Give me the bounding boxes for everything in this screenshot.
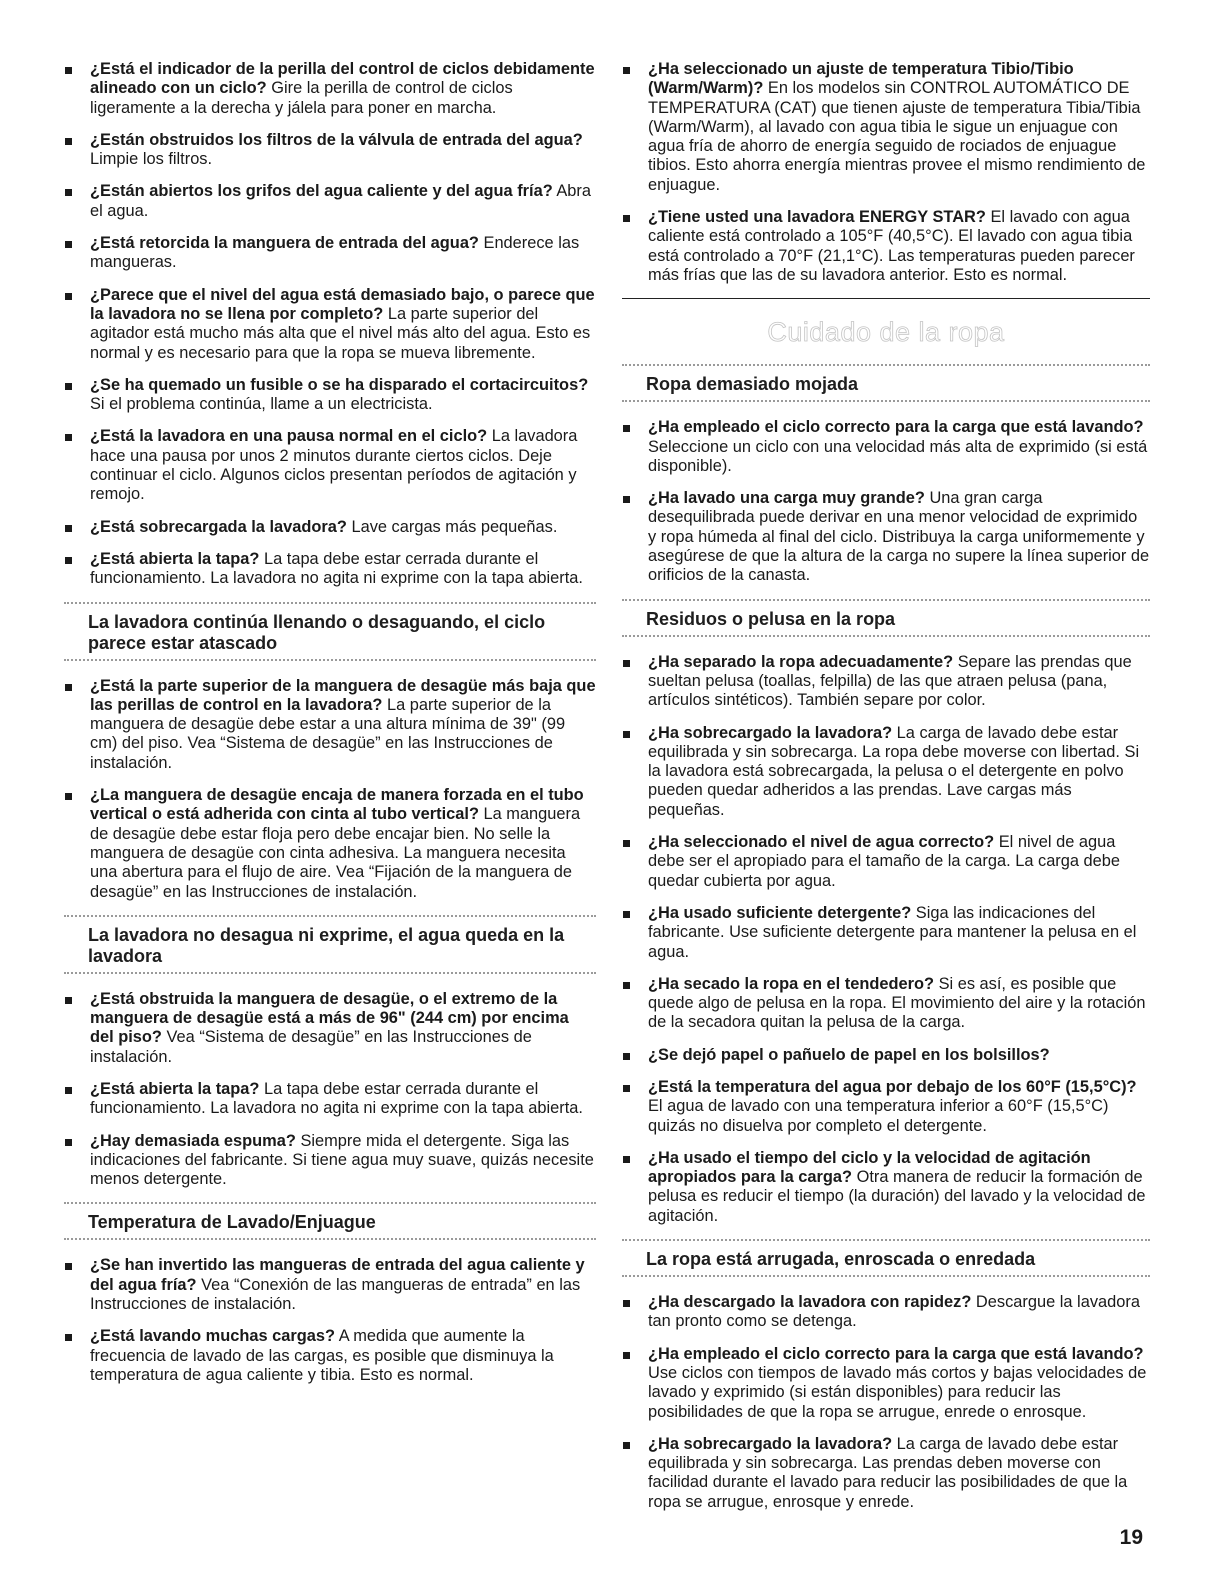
item-answer: Otra manera de reducir la formación de pelusa es reducir el tiempo (la duración) del lavado y la velocidad de agitación. bbox=[648, 1168, 1146, 1225]
item-question: ¿Ha descargado la lavadora con rapidez? bbox=[648, 1293, 972, 1312]
list-item bbox=[64, 677, 596, 773]
item-answer: El agua de lavado con una temperatura inferior a 60°F (15,5°C) quizás no disuelva por completo el detergente. bbox=[648, 1097, 1109, 1135]
list-item bbox=[64, 1080, 596, 1119]
bullet-list bbox=[64, 990, 596, 1190]
item-question: ¿Se dejó papel o pañuelo de papel en los bolsillos? bbox=[648, 1045, 1050, 1064]
right-column bbox=[622, 60, 1150, 1525]
item-question: ¿Ha sobrecargado la lavadora? bbox=[648, 723, 893, 742]
item-answer: Si es así, es posible que quede algo de pelusa en la ropa. El movimiento del aire y la rotación de la secadora quitan la pelusa de la carga. bbox=[648, 974, 1146, 1032]
item-question: ¿Está obstruida la manguera de desagüe, o el extremo de la manguera de desagüe está a más de 96" (244 cm) por encima del piso? bbox=[90, 989, 569, 1047]
list-item bbox=[622, 1345, 1150, 1422]
item-answer: La tapa debe estar cerrada durante el funcionamiento. La lavadora no agita ni exprime con la tapa abierta. bbox=[90, 1079, 583, 1118]
item-answer: La carga de lavado debe estar equilibrada y sin sobrecarga. Las prendas deben moverse con facilidad durante el lavado para reducir las posibilidades de que la ropa se arrugue, enrosque y enrede. bbox=[648, 1434, 1128, 1511]
list-item bbox=[64, 131, 596, 170]
item-question: ¿Están abiertos los grifos del agua caliente y del agua fría? bbox=[90, 182, 553, 201]
list-item bbox=[622, 60, 1150, 195]
care-title: Cuidado de la ropa bbox=[767, 317, 1005, 348]
item-answer: La carga de lavado debe estar equilibrada y sin sobrecarga. La ropa debe moverse con libertad. Si la lavadora está sobrecargada, la pelusa o el detergente en polvo pueden quedar adheridos a las prendas. Lave cargas más pequeñas. bbox=[648, 723, 1140, 819]
item-answer: Separe las prendas que sueltan pelusa (toallas, felpilla) de las que atraen pelusa (pana, artículos sintéticos). También separe por color. bbox=[648, 652, 1132, 710]
item-question: ¿Tiene usted una lavadora ENERGY STAR? bbox=[648, 208, 986, 227]
list-item bbox=[622, 1046, 1150, 1065]
list-item bbox=[64, 550, 596, 589]
item-question: ¿Parece que el nivel del agua está demasiado bajo, o parece que la lavadora no se llena por completo? bbox=[90, 285, 595, 323]
section-heading: Ropa demasiado mojada bbox=[646, 374, 859, 395]
section-heading: La ropa está arrugada, enroscada o enredada bbox=[646, 1249, 1036, 1270]
left-column bbox=[64, 60, 596, 1398]
item-answer: Vea “Sistema de desagüe” en las Instrucciones de instalación. bbox=[90, 1028, 532, 1066]
list-item bbox=[622, 975, 1150, 1033]
item-answer: Enderece las mangueras. bbox=[90, 234, 580, 272]
list-item bbox=[64, 234, 596, 273]
item-question: ¿Está sobrecargada la lavadora? bbox=[90, 517, 347, 536]
list-item bbox=[622, 653, 1150, 711]
list-item bbox=[64, 518, 596, 537]
item-question: ¿Hay demasiada espuma? bbox=[90, 1131, 296, 1150]
list-item bbox=[64, 1132, 596, 1190]
list-item bbox=[64, 990, 596, 1067]
item-question: ¿Está retorcida la manguera de entrada del agua? bbox=[90, 234, 479, 253]
bullet-list bbox=[64, 60, 596, 589]
item-answer: Seleccione un ciclo con una velocidad más alta de exprimido (si está disponible). bbox=[648, 437, 1148, 475]
item-answer: A medida que aumente la frecuencia de lavado de las cargas, es posible que disminuya la temperatura de agua caliente y tibia. Esto es normal. bbox=[90, 1327, 554, 1384]
bullet-list bbox=[622, 60, 1150, 285]
item-question: ¿Ha separado la ropa adecuadamente? bbox=[648, 652, 954, 671]
item-answer: La parte superior del agitador está mucho más alta que el nivel más alto del agua. Esto es normal y es necesario para que la ropa se mueva libremente. bbox=[90, 304, 591, 362]
dotted-divider bbox=[64, 1238, 596, 1240]
list-item bbox=[64, 60, 596, 118]
list-item bbox=[622, 904, 1150, 962]
list-item bbox=[622, 489, 1150, 585]
item-question: ¿Está abierta la tapa? bbox=[90, 1079, 260, 1098]
section-heading: Residuos o pelusa en la ropa bbox=[646, 608, 896, 629]
item-question: ¿Se han invertido las mangueras de entrada del agua caliente y del agua fría? bbox=[90, 1256, 585, 1294]
item-question: ¿Ha seleccionado el nivel de agua correcto? bbox=[648, 833, 995, 852]
item-answer: La manguera de desagüe debe estar floja pero debe encajar bien. No selle la manguera de desagüe con cinta adhesiva. La manguera necesita una abertura para el flujo de aire. Vea “Fijación de la manguera de desagüe” en las Instrucciones de instalación. bbox=[90, 805, 581, 901]
list-item bbox=[622, 208, 1150, 285]
item-question: ¿Ha empleado el ciclo correcto para la carga que está lavando? bbox=[648, 1344, 1144, 1363]
section-temperature bbox=[64, 1202, 596, 1240]
item-question: ¿Ha usado suficiente detergente? bbox=[648, 903, 912, 922]
list-item bbox=[622, 418, 1150, 476]
item-question: ¿Se ha quemado un fusible o se ha disparado el cortacircuitos? bbox=[90, 375, 589, 394]
bullet-list bbox=[622, 418, 1150, 585]
item-question: ¿Ha seleccionado un ajuste de temperatura Tibio/Tibio (Warm/Warm)? bbox=[648, 60, 1074, 98]
item-answer: En los modelos sin CONTROL AUTOMÁTICO DE TEMPERATURA (CAT) que tienen ajuste de temperatura Tibia/Tibia (Warm/Warm), al lavado con agua tibia le sigue un enjuague con agua fría de ahorro de energía seguido de rociados de enjuague tibios. Esto ahorra energía mientras provee el mismo rendimiento de enjuague. bbox=[648, 79, 1146, 194]
item-answer: La lavadora hace una pausa por unos 2 minutos durante ciertos ciclos. Deje continuar el ciclo. Algunos ciclos presentan períodos de agitación y remojo. bbox=[90, 427, 578, 504]
list-item bbox=[64, 1256, 596, 1314]
section-no-drain bbox=[64, 915, 596, 974]
item-answer: Vea “Conexión de las mangueras de entrada” en las Instrucciones de instalación. bbox=[90, 1275, 581, 1314]
section-heading: La lavadora no desagua ni exprime, el agua queda en la lavadora bbox=[88, 924, 565, 966]
item-answer: Siempre mida el detergente. Siga las indicaciones del fabricante. Si tiene agua muy suave, quizás necesite menos detergente. bbox=[90, 1131, 594, 1189]
section-wrinkled bbox=[622, 1239, 1150, 1277]
list-item bbox=[64, 376, 596, 415]
list-item bbox=[64, 286, 596, 363]
list-item bbox=[622, 724, 1150, 820]
item-answer: Siga las indicaciones del fabricante. Use suficiente detergente para mantener la pelusa en el agua. bbox=[648, 903, 1137, 961]
item-question: ¿Ha empleado el ciclo correcto para la carga que está lavando? bbox=[648, 418, 1144, 437]
list-item bbox=[622, 833, 1150, 891]
list-item bbox=[622, 1293, 1150, 1332]
item-question: ¿Ha lavado una carga muy grande? bbox=[648, 489, 925, 508]
list-item bbox=[622, 1149, 1150, 1226]
bullet-list bbox=[622, 1293, 1150, 1512]
bullet-list bbox=[64, 1256, 596, 1385]
item-question: ¿Está abierta la tapa? bbox=[90, 549, 260, 568]
dotted-divider bbox=[64, 972, 596, 974]
section-fills-or-drains bbox=[64, 602, 596, 661]
dotted-divider bbox=[622, 1275, 1150, 1277]
item-question: ¿La manguera de desagüe encaja de manera forzada en el tubo vertical o está adherida con cinta al tubo vertical? bbox=[90, 786, 584, 824]
item-question: ¿Está el indicador de la perilla del control de ciclos debidamente alineado con un ciclo? bbox=[90, 60, 595, 98]
item-answer: Gire la perilla de control de ciclos ligeramente a la derecha y jálela para poner en marcha. bbox=[90, 79, 513, 117]
item-question: ¿Ha secado la ropa en el tendedero? bbox=[648, 974, 935, 993]
item-answer: El nivel de agua debe ser el apropiado para el tamaño de la carga. La carga debe quedar cubierta por agua. bbox=[648, 833, 1121, 890]
item-answer: El lavado con agua caliente está controlado a 105°F (40,5°C). El lavado con agua tibia está controlado a 70°F (21,1°C). Las temperaturas pueden parecer más frías que las de su lavadora anterior. Esto es normal. bbox=[648, 208, 1135, 284]
section-lint bbox=[622, 599, 1150, 637]
item-question: ¿Está la lavadora en una pausa normal en el ciclo? bbox=[90, 427, 488, 446]
section-heading: Temperatura de Lavado/Enjuague bbox=[88, 1212, 376, 1233]
bullet-list bbox=[64, 677, 596, 902]
solid-divider bbox=[622, 298, 1150, 299]
item-question: ¿Ha usado el tiempo del ciclo y la velocidad de agitación apropiados para la carga? bbox=[648, 1148, 1091, 1187]
page-number: 19 bbox=[1119, 1526, 1143, 1549]
item-question: ¿Está la temperatura del agua por debajo de los 60°F (15,5°C)? bbox=[648, 1077, 1137, 1096]
item-answer: Limpie los filtros. bbox=[90, 150, 213, 169]
dotted-divider bbox=[622, 400, 1150, 402]
list-item bbox=[64, 1327, 596, 1385]
item-question: ¿Están obstruidos los filtros de la válvula de entrada del agua? bbox=[90, 130, 583, 149]
item-answer: La tapa debe estar cerrada durante el funcionamiento. La lavadora no agita ni exprime con la tapa abierta. bbox=[90, 549, 583, 588]
item-answer: Abra el agua. bbox=[90, 182, 591, 220]
item-answer: Lave cargas más pequeñas. bbox=[346, 517, 558, 536]
dotted-divider bbox=[622, 635, 1150, 637]
list-item bbox=[64, 427, 596, 504]
item-question: ¿Está lavando muchas cargas? bbox=[90, 1327, 336, 1346]
item-answer: Si el problema continúa, llame a un electricista. bbox=[90, 395, 433, 414]
item-answer: La parte superior de la manguera de desagüe debe estar a una altura mínima de 39" (99 cm) del piso. Vea “Sistema de desagüe” en las Instrucciones de instalación. bbox=[90, 695, 566, 772]
list-item bbox=[64, 786, 596, 902]
list-item bbox=[622, 1435, 1150, 1512]
item-answer: Una gran carga desequilibrada puede derivar en una menor velocidad de exprimido y ropa húmeda al final del ciclo. Distribuya la carga uniformemente y asegúrese de que la altura de la carga no supere la línea superior de orificios de la canasta. bbox=[648, 489, 1150, 585]
section-heading: La lavadora continúa llenando o desaguando, el ciclo parece estar atascado bbox=[88, 611, 546, 653]
section-too-wet bbox=[622, 364, 1150, 402]
item-question: ¿Ha sobrecargado la lavadora? bbox=[648, 1434, 893, 1453]
item-answer: Descargue la lavadora tan pronto como se detenga. bbox=[648, 1293, 1140, 1331]
list-item bbox=[64, 182, 596, 221]
dotted-divider bbox=[64, 659, 596, 661]
list-item bbox=[622, 1078, 1150, 1136]
item-question: ¿Está la parte superior de la manguera de desagüe más baja que las perillas de control en la lavadora? bbox=[90, 676, 596, 714]
item-answer: Use ciclos con tiempos de lavado más cortos y bajas velocidades de lavado y exprimido (si están disponibles) para reducir las posibilidades de que la ropa se arrugue, enrede o enrosque. bbox=[648, 1363, 1147, 1421]
bullet-list bbox=[622, 653, 1150, 1226]
